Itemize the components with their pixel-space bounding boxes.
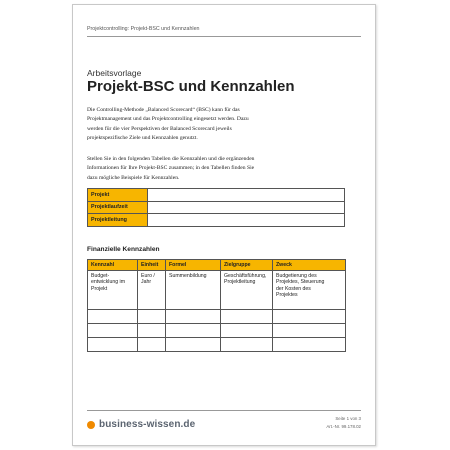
- table-row: [88, 338, 346, 352]
- table-cell[interactable]: [221, 310, 273, 324]
- cell-line: Projekt: [91, 285, 108, 292]
- intro-line: Die Controlling-Methode „Balanced Scorecard“ (BSC) kann für das: [87, 107, 240, 113]
- document-title: Projekt-BSC und Kennzahlen: [87, 78, 295, 95]
- intro-line: werden für die vier Perspektiven der Balanced Scorecard jeweils: [87, 125, 232, 132]
- cell-line: Projektleitung: [224, 279, 256, 286]
- project-duration-label: Projektlaufzeit: [88, 201, 148, 214]
- project-info-table: [87, 188, 345, 227]
- running-header: Projektcontrolling: Projekt-BSC und Kennzahlen: [87, 26, 200, 32]
- table-header-row: [88, 260, 346, 271]
- table-cell[interactable]: [88, 324, 138, 338]
- instruction-paragraph: [87, 155, 307, 183]
- table-cell[interactable]: [166, 324, 221, 338]
- document-page: [72, 4, 376, 446]
- brand-logo: [87, 419, 195, 430]
- table-cell[interactable]: [88, 338, 138, 352]
- table-cell[interactable]: [221, 324, 273, 338]
- project-lead-field[interactable]: [148, 214, 345, 227]
- table-cell[interactable]: [138, 310, 166, 324]
- table-cell[interactable]: [166, 310, 221, 324]
- table-cell[interactable]: [273, 324, 346, 338]
- instruction-line: dazu mögliche Beispiele für Kennzahlen.: [87, 174, 180, 181]
- cell-line: Euro /: [141, 273, 155, 279]
- table-cell[interactable]: [273, 338, 346, 352]
- footer-divider: [87, 410, 361, 411]
- table-cell[interactable]: [221, 271, 273, 310]
- table-cell[interactable]: [138, 271, 166, 310]
- table-cell[interactable]: [273, 310, 346, 324]
- cell-line: Projektes: [276, 292, 298, 299]
- header-divider: [87, 36, 361, 37]
- table-row: [88, 310, 346, 324]
- column-header-einheit: Einheit: [138, 260, 166, 271]
- document-subtitle: Arbeitsvorlage: [87, 68, 142, 78]
- intro-line: Projektmanagement und das Projektcontrolling eingesetzt werden. Dazu: [87, 116, 249, 123]
- table-row: [88, 214, 345, 227]
- column-header-kennzahl: Kennzahl: [88, 260, 138, 271]
- section-heading: Finanzielle Kennzahlen: [87, 246, 160, 253]
- table-cell[interactable]: [166, 271, 221, 310]
- cell-line: Budgetierung des: [276, 273, 317, 279]
- table-cell[interactable]: [88, 310, 138, 324]
- financial-kpi-table: [87, 259, 346, 352]
- cell-line: Budget-: [91, 273, 110, 279]
- table-cell[interactable]: [166, 338, 221, 352]
- project-label: Projekt: [88, 189, 148, 202]
- table-cell[interactable]: [88, 271, 138, 310]
- logo-dot-icon: [87, 421, 95, 429]
- column-header-zweck: Zweck: [273, 260, 346, 271]
- column-header-formel: Formel: [166, 260, 221, 271]
- cell-line: entwicklung im: [91, 279, 126, 286]
- footer-meta: [326, 415, 361, 431]
- project-lead-label: Projektleitung: [88, 214, 148, 227]
- cell-line: der Kosten des: [276, 285, 311, 292]
- column-header-zielgruppe: Zielgruppe: [221, 260, 273, 271]
- project-field[interactable]: [148, 189, 345, 202]
- cell-line: Jahr: [141, 279, 152, 286]
- article-number: Art.-Nr. 99.178.02: [326, 424, 361, 429]
- cell-line: Projektes, Steuerung: [276, 279, 325, 286]
- cell-line: Geschäftsführung,: [224, 273, 267, 279]
- table-cell[interactable]: [221, 338, 273, 352]
- table-row: [88, 201, 345, 214]
- table-cell[interactable]: [138, 338, 166, 352]
- instruction-line: Informationen für Ihre Projekt-BSC zusammen; in den Tabellen finden Sie: [87, 165, 255, 172]
- project-duration-field[interactable]: [148, 201, 345, 214]
- intro-paragraph: [87, 106, 307, 144]
- table-cell[interactable]: [273, 271, 346, 310]
- page-number: Seite 1 von 3: [335, 416, 361, 421]
- cell-line: Summenbildung: [169, 273, 207, 279]
- logo-text: business-wissen.de: [99, 419, 196, 430]
- table-row: [88, 189, 345, 202]
- instruction-line: Stellen Sie in den folgenden Tabellen die Kennzahlen und die ergänzenden: [87, 156, 255, 162]
- table-cell[interactable]: [138, 324, 166, 338]
- intro-line: projektspezifische Ziele und Kennzahlen genutzt.: [87, 135, 198, 142]
- table-row: [88, 271, 346, 310]
- table-row: [88, 324, 346, 338]
